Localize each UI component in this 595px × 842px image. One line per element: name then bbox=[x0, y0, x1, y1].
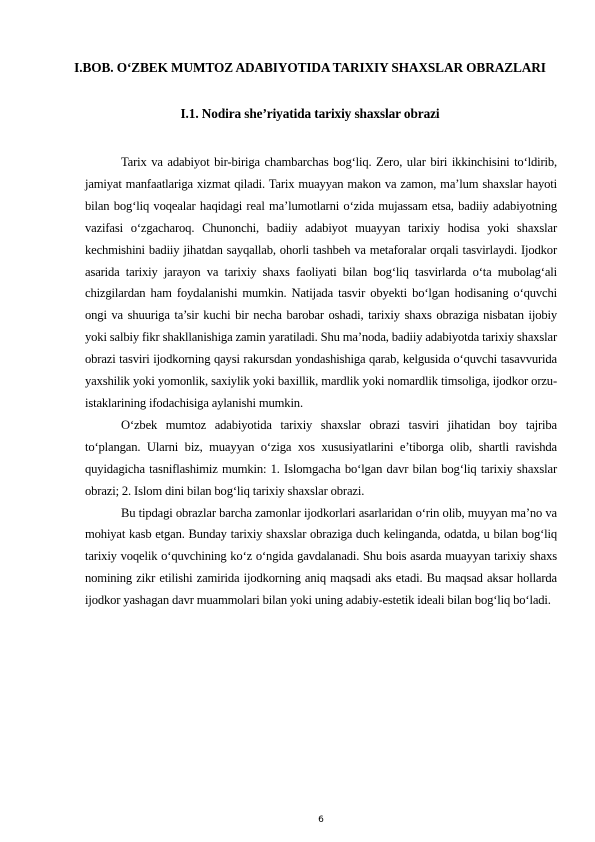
chapter-title: I.BOB. O‘ZBEK MUMTOZ ADABIYOTIDA TARIXIY SHAXSLAR OBRAZLARI bbox=[74, 60, 546, 75]
section-title: I.1. Nodira she’riyatida tarixiy shaxslar obrazi bbox=[180, 106, 440, 121]
paragraph: Bu tipdagi obrazlar barcha zamonlar ijodkorlari asarlaridan o‘rin olib, muyyan ma’no va mohiyat kasb etgan. Bunday tarixiy shaxslar obraziga duch kelinganda, odatda, u bilan bog‘liq tarixiy voqelik o‘quvchining ko‘z o‘ngida gavdalanadi. Shu bois asarda muayyan tarixiy shaxs nomining zikr etilishi zamirida ijodkorning aniq maqsadi aks etadi. Bu maqsad aksar hollarda ijodkor yashagan davr muammolari bilan yoki uning adabiy-estetik ideali bilan bog‘liq bo‘ladi. bbox=[85, 505, 557, 608]
page-number: 6 bbox=[318, 815, 324, 825]
paragraph: Tarix va adabiyot bir-biriga chambarchas bog‘liq. Zero, ular biri ikkinchisini to‘ldirib, jamiyat manfaatlariga xizmat qiladi. Tarix muayyan makon va zamon, ma’lum shaxslar hayoti bilan bog‘liq voqealar haqidagi real ma’lumotlarni o‘zida mujassam etsa, badiiy adabiyotning vazifasi o‘zgacharoq. Chunonchi, badiiy adabiyot muayyan tarixiy hodisa yoki shaxslar kechmishini badiiy jihatdan sayqallab, ohorli tashbeh va metaforalar orqali tasvirlaydi. Ijodkor asarida tarixiy jarayon va tarixiy shaxs faoliyati bilan bog‘liq tasvirlarda o‘ta mubolag‘ali chizgilardan ham foydalanishi mumkin. Natijada tasvir obyekti bo‘lgan hodisaning o‘quvchi ongi va shuuriga ta’sir kuchi bir necha barobar oshadi, tarixiy shaxs obraziga nisbatan ijobiy yoki salbiy fikr shakllanishiga zamin yaratiladi. Shu ma’noda, badiiy adabiyotda tarixiy shaxslar obrazi tasviri ijodkorning qaysi rakursdan yondashishiga qarab, kelgusida o‘quvchi tasavvurida yaxshilik yoki yomonlik, saxiylik yoki baxillik, mardlik yoki nomardlik timsoliga, ijodkor orzu-istaklarining ifodachisiga aylanishi mumkin. bbox=[85, 155, 557, 410]
paragraph: O‘zbek mumtoz adabiyotida tarixiy shaxslar obrazi tasviri jihatidan boy tajriba to‘plangan. Ularni biz, muayyan o‘ziga xos xususiyatlarini e’tiborga olib, shartli ravishda quyidagicha tasniflashimiz mumkin: 1. Islomgacha bo‘lgan davr bilan bog‘liq tarixiy shaxslar obrazi; 2. Islom dini bilan bog‘liq tarixiy shaxslar obrazi. bbox=[85, 417, 557, 498]
body-text bbox=[85, 152, 557, 612]
